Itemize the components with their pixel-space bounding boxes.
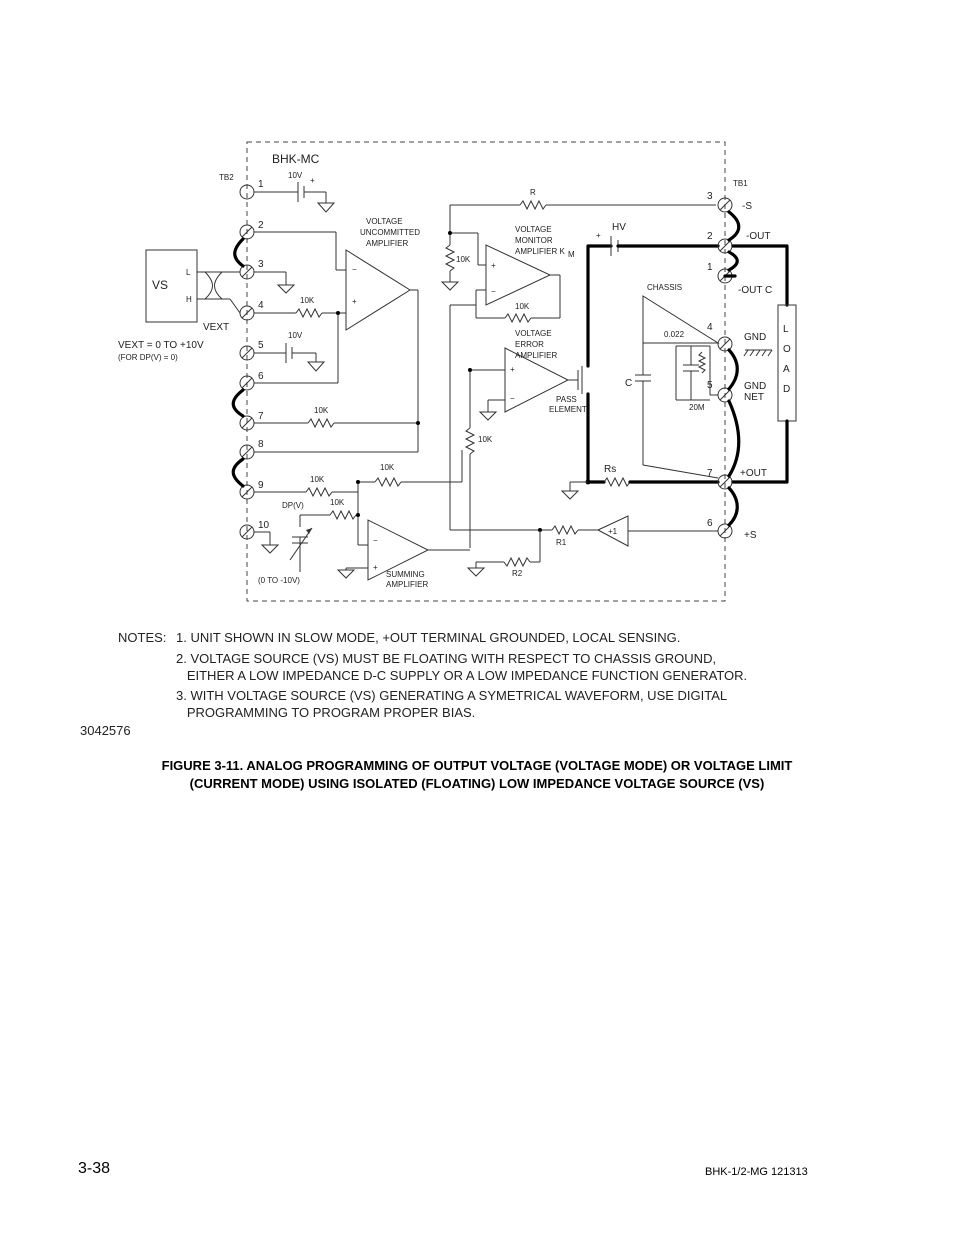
svg-text:3: 3 xyxy=(258,259,264,270)
svg-text:2: 2 xyxy=(707,231,713,242)
voltage-source xyxy=(146,250,240,322)
svg-text:O: O xyxy=(783,344,791,355)
svg-text:−: − xyxy=(491,287,496,296)
svg-text:2: 2 xyxy=(258,220,264,231)
tb1-terminal-7 xyxy=(707,468,732,489)
svg-text:+: + xyxy=(510,365,515,374)
svg-text:L: L xyxy=(783,324,789,335)
svg-text:10K: 10K xyxy=(300,296,315,305)
tb1-terminal-6 xyxy=(707,518,732,538)
svg-text:+1: +1 xyxy=(608,527,618,536)
module-boundary xyxy=(247,142,725,601)
chassis-network xyxy=(625,283,718,478)
tb2-terminal-9 xyxy=(240,480,264,499)
svg-text:ERROR: ERROR xyxy=(515,340,544,349)
svg-text:−: − xyxy=(373,536,378,545)
figure-caption xyxy=(0,757,954,793)
svg-text:SUMMING: SUMMING xyxy=(386,570,425,579)
svg-text:VS: VS xyxy=(152,278,169,292)
svg-text:1: 1 xyxy=(258,179,264,190)
svg-text:8: 8 xyxy=(258,439,264,450)
vext-range: VEXT = 0 TO +10V xyxy=(118,340,204,351)
svg-text:3042576: 3042576 xyxy=(80,723,131,738)
programming-input-network xyxy=(254,450,462,585)
svg-text:5: 5 xyxy=(707,380,713,391)
diagram-notes xyxy=(80,630,747,738)
hv-supply xyxy=(562,222,718,499)
vext-note: (FOR DP(V) = 0) xyxy=(118,353,178,362)
svg-text:VOLTAGE: VOLTAGE xyxy=(515,225,552,234)
svg-text:M: M xyxy=(568,250,575,259)
svg-text:AMPLIFIER: AMPLIFIER xyxy=(366,239,409,248)
svg-text:+: + xyxy=(596,231,601,240)
svg-text:+: + xyxy=(491,261,496,270)
document-id: BHK-1/2-MG 121313 xyxy=(705,1166,808,1178)
svg-text:EITHER A LOW IMPEDANCE D-C SUP: EITHER A LOW IMPEDANCE D-C SUPPLY OR A LOW IMPEDANCE FUNCTION GENERATOR. xyxy=(176,668,748,683)
ref-10v-mid xyxy=(254,331,324,371)
svg-text:HV: HV xyxy=(612,222,626,233)
svg-text:+S: +S xyxy=(744,530,757,541)
svg-text:10K: 10K xyxy=(330,498,345,507)
svg-text:−: − xyxy=(352,265,357,274)
tb1-terminal-2 xyxy=(707,231,732,253)
svg-text:10K: 10K xyxy=(380,463,395,472)
tb1-terminal-5 xyxy=(707,380,732,402)
svg-text:4: 4 xyxy=(258,300,264,311)
load xyxy=(733,246,796,482)
voltage-uncommitted-amplifier xyxy=(254,217,420,452)
svg-text:AMPLIFIER: AMPLIFIER xyxy=(386,580,429,589)
svg-text:L: L xyxy=(186,268,191,277)
figure-caption-line-1: FIGURE 3-11. ANALOG PROGRAMMING OF OUTPUT VOLTAGE (VOLTAGE MODE) OR VOLTAGE LIMIT xyxy=(161,758,793,773)
tb2-terminal-1 xyxy=(240,179,264,199)
tb2-terminal-6 xyxy=(240,371,264,390)
svg-text:R1: R1 xyxy=(556,538,567,547)
svg-text:VOLTAGE: VOLTAGE xyxy=(515,329,552,338)
tb2-terminal-5 xyxy=(240,340,264,360)
svg-text:-OUT C: -OUT C xyxy=(738,285,773,296)
svg-text:VOLTAGE: VOLTAGE xyxy=(366,217,403,226)
svg-text:9: 9 xyxy=(258,480,264,491)
svg-text:D: D xyxy=(783,384,791,395)
tb1-jumpers xyxy=(725,212,739,525)
svg-text:10V: 10V xyxy=(288,171,303,180)
tb1-signal-labels xyxy=(738,201,772,541)
svg-text:PASS: PASS xyxy=(556,395,577,404)
svg-text:GND: GND xyxy=(744,381,767,392)
svg-text:1: 1 xyxy=(707,262,713,273)
svg-text:6: 6 xyxy=(258,371,264,382)
tb1-terminal-1 xyxy=(707,262,732,283)
tb1-terminal-strip xyxy=(707,191,732,538)
svg-text:10V: 10V xyxy=(288,331,303,340)
chassis-ground-hatch xyxy=(744,350,772,356)
voltage-error-amplifier xyxy=(466,329,568,548)
module-label: BHK-MC xyxy=(272,152,320,166)
svg-text:(0 TO -10V): (0 TO -10V) xyxy=(258,576,300,585)
svg-text:-S: -S xyxy=(742,201,752,212)
svg-text:PROGRAMMING TO PROGRAM PROPER: PROGRAMMING TO PROGRAM PROPER BIAS. xyxy=(176,705,476,720)
svg-text:10: 10 xyxy=(258,520,270,531)
svg-text:NOTES:: NOTES: xyxy=(118,630,167,645)
svg-text:A: A xyxy=(783,364,790,375)
svg-text:1. UNIT SHOWN IN SLOW MODE, +O: 1. UNIT SHOWN IN SLOW MODE, +OUT TERMINAL GROUNDED, LOCAL SENSING. xyxy=(176,630,681,645)
tb2-terminal-7 xyxy=(240,411,264,430)
figure-caption-line-2: (CURRENT MODE) USING ISOLATED (FLOATING) LOW IMPEDANCE VOLTAGE SOURCE (VS) xyxy=(189,776,765,791)
svg-text:AMPLIFIER K: AMPLIFIER K xyxy=(515,247,565,256)
svg-text:3. WITH VOLTAGE SOURCE (VS) GE: 3. WITH VOLTAGE SOURCE (VS) GENERATING A SYMETRICAL WAVEFORM, USE DIGITAL xyxy=(176,688,728,703)
svg-text:GND: GND xyxy=(744,332,767,343)
svg-text:10K: 10K xyxy=(456,255,471,264)
svg-text:+: + xyxy=(310,176,315,185)
svg-text:20M: 20M xyxy=(689,403,705,412)
vext-label: VEXT xyxy=(203,322,230,333)
tb2-terminal-strip xyxy=(240,179,270,539)
svg-text:+: + xyxy=(352,297,357,306)
svg-text:MONITOR: MONITOR xyxy=(515,236,553,245)
svg-text:0.022: 0.022 xyxy=(664,330,685,339)
svg-text:6: 6 xyxy=(707,518,713,529)
svg-text:2. VOLTAGE SOURCE (VS) MUST BE: 2. VOLTAGE SOURCE (VS) MUST BE FLOATING WITH RESPECT TO CHASSIS GROUND, xyxy=(176,651,717,666)
svg-text:10K: 10K xyxy=(515,302,530,311)
sense-feedback-network xyxy=(468,516,718,578)
page-number: 3-38 xyxy=(78,1160,111,1177)
svg-text:7: 7 xyxy=(258,411,264,422)
tb2-terminal-8 xyxy=(240,439,264,459)
svg-text:H: H xyxy=(186,295,192,304)
ref-10v-top xyxy=(254,171,334,212)
svg-text:C: C xyxy=(625,378,633,389)
svg-text:NET: NET xyxy=(744,392,764,403)
tb2-terminal-4 xyxy=(240,300,264,320)
voltage-monitor-amplifier xyxy=(450,225,575,530)
sense-resistor-r xyxy=(442,188,716,290)
svg-text:10K: 10K xyxy=(310,475,325,484)
svg-text:AMPLIFIER: AMPLIFIER xyxy=(515,351,558,360)
svg-text:R2: R2 xyxy=(512,569,523,578)
svg-text:−: − xyxy=(510,394,515,403)
tb2-terminal-3 xyxy=(240,259,264,279)
svg-text:5: 5 xyxy=(258,340,264,351)
svg-text:-OUT: -OUT xyxy=(746,231,771,242)
tb2-label: TB2 xyxy=(219,173,234,182)
svg-text:3: 3 xyxy=(707,191,713,202)
svg-text:Rs: Rs xyxy=(604,464,617,475)
svg-text:10K: 10K xyxy=(314,406,329,415)
tb1-label: TB1 xyxy=(733,179,748,188)
svg-text:CHASSIS: CHASSIS xyxy=(647,283,683,292)
tb2-terminal-2 xyxy=(240,220,264,239)
tb1-terminal-4 xyxy=(707,322,732,351)
tb2-terminal-10 xyxy=(240,520,270,539)
svg-text:+: + xyxy=(373,563,378,572)
svg-text:DP(V): DP(V) xyxy=(282,501,304,510)
svg-text:10K: 10K xyxy=(478,435,493,444)
svg-text:7: 7 xyxy=(707,468,713,479)
tb1-terminal-3 xyxy=(707,191,732,212)
svg-text:R: R xyxy=(530,188,536,197)
svg-text:ELEMENT: ELEMENT xyxy=(549,405,587,414)
svg-text:+OUT: +OUT xyxy=(740,468,767,479)
svg-text:4: 4 xyxy=(707,322,713,333)
svg-text:UNCOMMITTED: UNCOMMITTED xyxy=(360,228,420,237)
